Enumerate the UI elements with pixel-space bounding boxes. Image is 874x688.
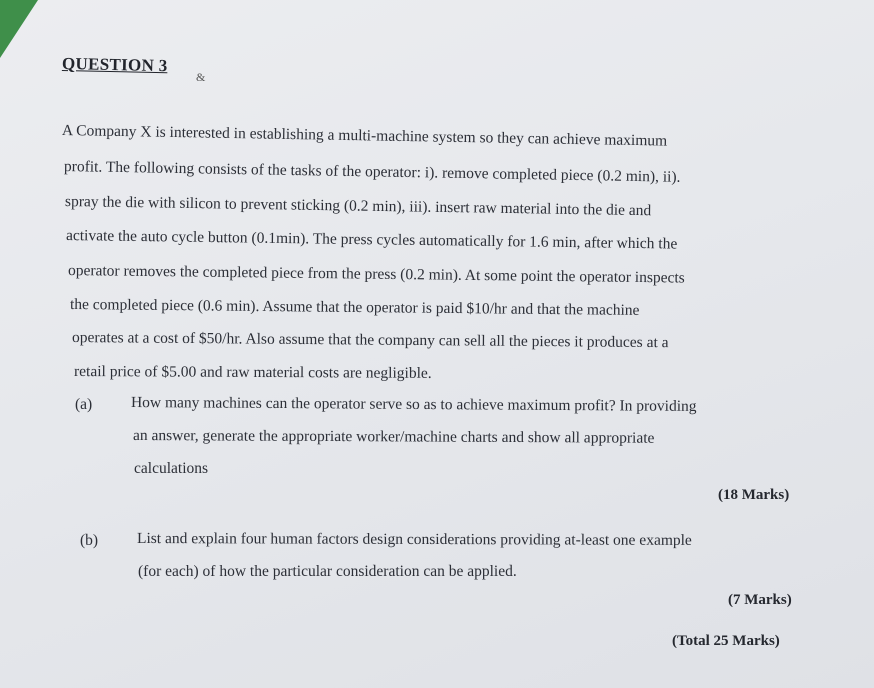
- part-b-line: (for each) of how the particular consideration can be applied.: [138, 563, 517, 580]
- intro-line: profit. The following consists of the tasks of the operator: i). remove completed piece (0.2 min), ii).: [63, 158, 681, 186]
- part-a-marks: (18 Marks): [718, 487, 790, 503]
- part-a-line: an answer, generate the appropriate worker/machine charts and show all appropriate: [132, 427, 655, 447]
- pen-scribble: &: [196, 70, 206, 84]
- part-a-label: (a): [75, 396, 93, 413]
- intro-line: operates at a cost of $50/hr. Also assume that the company can sell all the pieces it produces at a: [71, 329, 669, 352]
- part-b-line: List and explain four human factors design considerations providing at-least one example: [136, 530, 692, 549]
- green-corner-decoration: [0, 0, 38, 58]
- part-b-marks: (7 Marks): [728, 592, 792, 608]
- part-a-line: How many machines can the operator serve so as to achieve maximum profit? In providing: [130, 394, 697, 415]
- question-heading: QUESTION 3: [61, 54, 168, 76]
- intro-line: retail price of $5.00 and raw material costs are negligible.: [73, 363, 432, 382]
- total-marks: (Total 25 Marks): [672, 633, 780, 649]
- part-a-line: calculations: [134, 460, 209, 477]
- intro-line: activate the auto cycle button (0.1min). The press cycles automatically for 1.6 min, after which the: [65, 227, 678, 253]
- part-b-label: (b): [80, 532, 99, 549]
- intro-line: A Company X is interested in establishing a multi-machine system so they can achieve maximum: [61, 122, 668, 150]
- intro-line: spray the die with silicon to prevent sticking (0.2 min), iii). insert raw material into the die and: [64, 193, 652, 220]
- intro-line: the completed piece (0.6 min). Assume that the operator is paid $10/hr and that the machine: [69, 296, 640, 319]
- intro-line: operator removes the completed piece from the press (0.2 min). At some point the operator inspects: [67, 262, 685, 287]
